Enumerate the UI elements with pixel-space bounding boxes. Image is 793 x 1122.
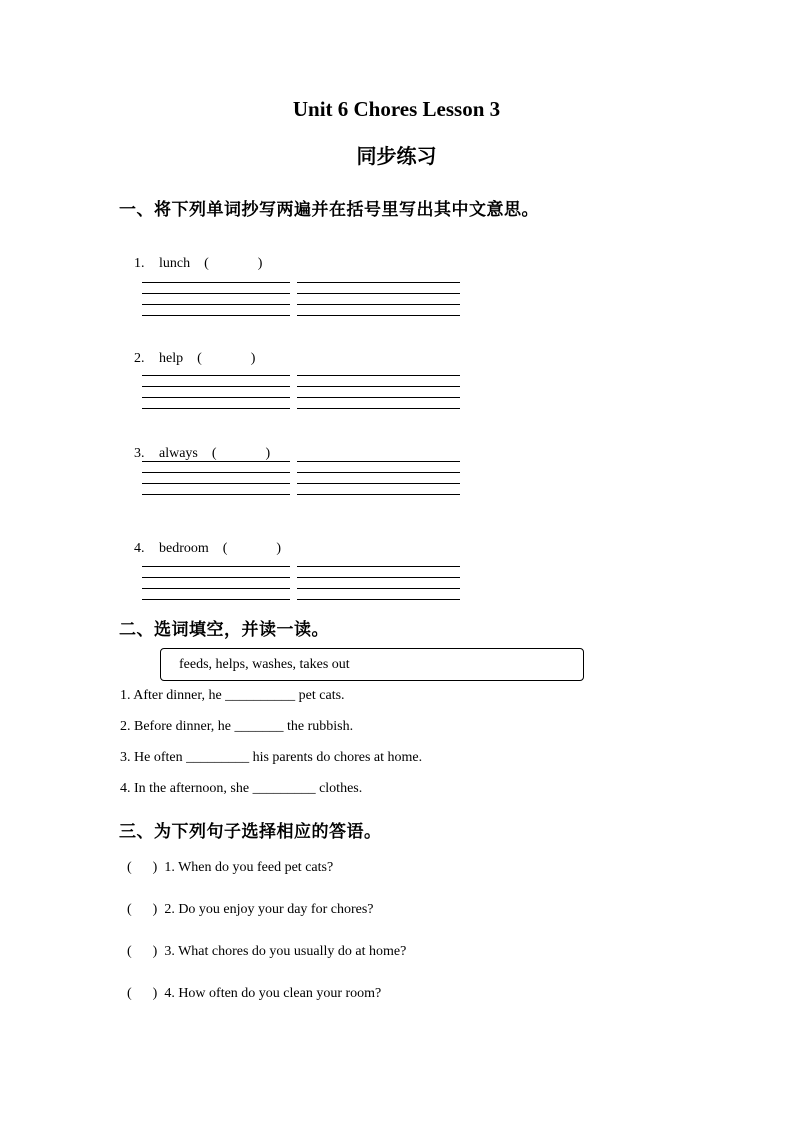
word-item-1-word: lunch: [159, 256, 191, 271]
writing-line: [142, 483, 290, 494]
writing-line-column: [297, 282, 460, 326]
match-question-4: ( ) 4. How often do you clean your room?: [127, 986, 382, 1001]
writing-line-column: [142, 461, 290, 505]
worksheet-subtitle: 同步练习: [356, 146, 437, 168]
match-question-2: ( ) 2. Do you enjoy your day for chores?: [127, 902, 374, 917]
writing-line: [142, 386, 290, 397]
writing-line: [142, 472, 290, 483]
word-item-2-parentheses: ( ): [197, 351, 256, 366]
section2-heading: 二、选词填空，并读一读。: [119, 620, 329, 639]
match-question-3: ( ) 3. What chores do you usually do at home?: [127, 944, 407, 959]
fill-blank-sentence-1: 1. After dinner, he __________ pet cats.: [120, 688, 345, 703]
writing-line: [142, 375, 290, 386]
word-item-4-number: 4.: [134, 541, 145, 556]
word-item-3-parentheses: ( ): [211, 446, 271, 461]
writing-line-column: [142, 282, 290, 326]
writing-line: [297, 282, 460, 293]
writing-line-column: [297, 375, 460, 419]
section1-heading: 一、将下列单词抄写两遍并在括号里写出其中文意思。: [119, 200, 539, 219]
word-item-3-word: always: [159, 446, 198, 461]
writing-line: [297, 494, 460, 505]
writing-line: [297, 472, 460, 483]
word-item-2-number: 2.: [134, 351, 145, 366]
writing-line: [142, 397, 290, 408]
writing-line-column: [142, 375, 290, 419]
writing-line: [142, 408, 290, 419]
word-bank-words: feeds, helps, washes, takes out: [179, 656, 350, 672]
word-item-2-word: help: [159, 351, 184, 366]
writing-line: [297, 304, 460, 315]
writing-line: [297, 397, 460, 408]
writing-line: [142, 599, 290, 610]
writing-line: [142, 304, 290, 315]
writing-line: [297, 375, 460, 386]
writing-line: [142, 494, 290, 505]
writing-line-column: [297, 461, 460, 505]
writing-line: [142, 461, 290, 472]
writing-lines-2: [142, 375, 460, 419]
word-item-1: [120, 240, 262, 288]
writing-line: [297, 408, 460, 419]
word-item-1-parentheses: ( ): [204, 256, 263, 271]
word-item-1-number: 1.: [134, 256, 145, 271]
fill-blank-sentence-3: 3. He often _________ his parents do chores at home.: [120, 750, 423, 765]
writing-line: [142, 566, 290, 577]
writing-line: [297, 293, 460, 304]
writing-line-column: [297, 566, 460, 610]
fill-blank-sentence-4: 4. In the afternoon, she _________ clothes.: [120, 781, 363, 796]
match-question-1: ( ) 1. When do you feed pet cats?: [127, 860, 334, 875]
writing-line: [297, 566, 460, 577]
writing-line: [297, 577, 460, 588]
writing-line: [142, 293, 290, 304]
writing-line: [297, 483, 460, 494]
writing-lines-1: [142, 282, 460, 326]
word-item-4-parentheses: ( ): [222, 541, 282, 556]
writing-line: [142, 282, 290, 293]
writing-lines-4: [142, 566, 460, 610]
worksheet-title: Unit 6 Chores Lesson 3: [292, 97, 501, 121]
writing-line: [297, 386, 460, 397]
writing-line: [297, 461, 460, 472]
fill-blank-sentence-2: 2. Before dinner, he _______ the rubbish.: [120, 719, 354, 734]
writing-line-column: [142, 566, 290, 610]
section3-heading: 三、为下列句子选择相应的答语。: [119, 822, 382, 841]
writing-line: [297, 315, 460, 326]
writing-line: [142, 315, 290, 326]
writing-line: [142, 577, 290, 588]
word-bank-box: [160, 648, 584, 681]
writing-line: [297, 599, 460, 610]
writing-line: [297, 588, 460, 599]
writing-lines-3: [142, 461, 460, 505]
word-item-4-word: bedroom: [159, 541, 209, 556]
word-item-3-number: 3.: [134, 446, 145, 461]
writing-line: [142, 588, 290, 599]
